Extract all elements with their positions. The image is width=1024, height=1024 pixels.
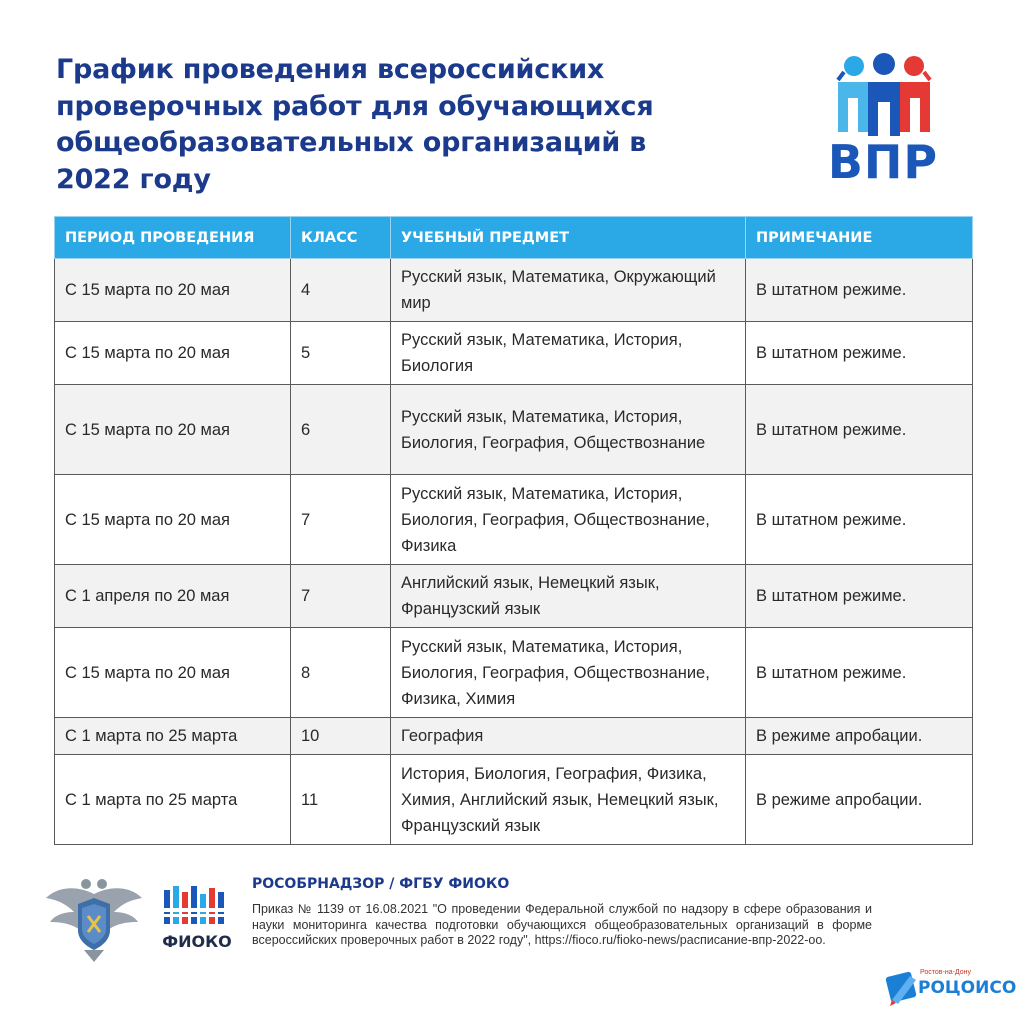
cell-note: В штатном режиме. — [746, 259, 973, 322]
cell-grade: 8 — [291, 628, 391, 718]
cell-grade: 5 — [291, 322, 391, 385]
eagle-emblem-icon — [44, 874, 144, 964]
table-row — [55, 385, 973, 475]
rosobrnadzor-emblem — [44, 874, 144, 964]
table-row — [55, 322, 973, 385]
cell-subject: География — [391, 718, 746, 755]
table-row — [55, 475, 973, 565]
cell-period: С 1 марта по 25 марта — [55, 755, 291, 845]
cell-subject: История, Биология, География, Физика, Химия, Английский язык, Немецкий язык, Французский язык — [391, 755, 746, 845]
cell-subject: Русский язык, Математика, История, Биология, География, Обществознание — [391, 385, 746, 475]
header-note: ПРИМЕЧАНИЕ — [746, 217, 973, 259]
cell-period: С 15 марта по 20 мая — [55, 385, 291, 475]
cell-period: С 15 марта по 20 мая — [55, 259, 291, 322]
page-title: График проведения всероссийских проверочных работ для обучающихся общеобразовательных организаций в 2022 году — [56, 54, 654, 195]
fioko-label: ФИОКО — [162, 932, 232, 951]
rocoiso-logo — [884, 966, 1017, 1010]
cell-grade: 4 — [291, 259, 391, 322]
header-period: ПЕРИОД ПРОВЕДЕНИЯ — [55, 217, 291, 259]
cell-subject: Русский язык, Математика, История, Биология — [391, 322, 746, 385]
cell-note: В режиме апробации. — [746, 718, 973, 755]
cell-note: В штатном режиме. — [746, 628, 973, 718]
vpr-logo-text: ВПР — [827, 135, 939, 189]
cell-period: С 1 апреля по 20 мая — [55, 565, 291, 628]
rocoiso-brand: РОЦОИСО — [918, 978, 1017, 998]
table-row — [55, 259, 973, 322]
cell-subject: Русский язык, Математика, История, Биология, География, Обществознание, Физика, Химия — [391, 628, 746, 718]
table-row — [55, 628, 973, 718]
cell-note: В штатном режиме. — [746, 385, 973, 475]
cell-grade: 10 — [291, 718, 391, 755]
cell-grade: 11 — [291, 755, 391, 845]
table-row — [55, 755, 973, 845]
cell-subject: Русский язык, Математика, Окружающий мир — [391, 259, 746, 322]
source-text: Приказ № 1139 от 16.08.2021 "О проведении Федеральной службой по надзору в сфере образования и науки мониторинга качества подготовки обучающихся общеобразовательных организаций в форме всероссийских проверочных работ в 2022 году", https://fioco.ru/fioko-news/расписание-впр-2022-oo. — [252, 902, 872, 947]
cell-period: С 15 марта по 20 мая — [55, 628, 291, 718]
fioko-logo — [160, 884, 234, 962]
cell-note: В режиме апробации. — [746, 755, 973, 845]
rocoiso-subtitle: Ростов-на-Дону — [920, 969, 971, 976]
table-header-row — [55, 217, 973, 259]
cell-grade: 7 — [291, 475, 391, 565]
cell-grade: 6 — [291, 385, 391, 475]
cell-period: С 1 марта по 25 марта — [55, 718, 291, 755]
cell-note: В штатном режиме. — [746, 322, 973, 385]
table-row — [55, 718, 973, 755]
people-icon — [834, 52, 934, 138]
vpr-logo — [818, 52, 948, 188]
cell-subject: Английский язык, Немецкий язык, Французский язык — [391, 565, 746, 628]
cell-period: С 15 марта по 20 мая — [55, 322, 291, 385]
cell-note: В штатном режиме. — [746, 565, 973, 628]
header-grade: КЛАСС — [291, 217, 391, 259]
cell-note: В штатном режиме. — [746, 475, 973, 565]
fioko-bars-icon — [160, 884, 234, 928]
schedule-table — [54, 216, 973, 845]
cell-subject: Русский язык, Математика, История, Биология, География, Обществознание, Физика — [391, 475, 746, 565]
header-subject: УЧЕБНЫЙ ПРЕДМЕТ — [391, 217, 746, 259]
cell-grade: 7 — [291, 565, 391, 628]
pencil-square-icon — [884, 966, 920, 1006]
table-row — [55, 565, 973, 628]
source-title: РОСОБРНАДЗОР / ФГБУ ФИОКО — [252, 876, 510, 892]
cell-period: С 15 марта по 20 мая — [55, 475, 291, 565]
